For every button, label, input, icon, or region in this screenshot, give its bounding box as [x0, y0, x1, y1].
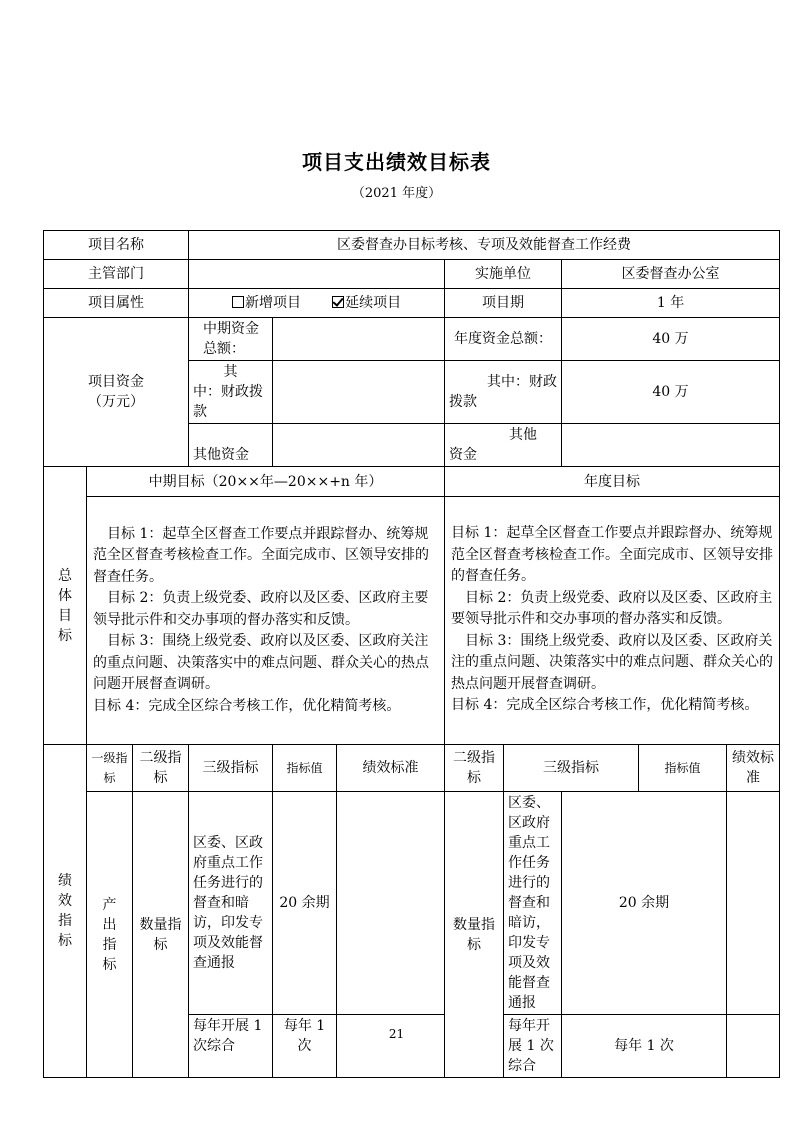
header-level3-annual: 三级指标 — [504, 745, 639, 792]
overall-goal-char: 目 — [58, 607, 72, 624]
mid-standard-row1 — [337, 792, 445, 1015]
indicator-label-char: 标 — [58, 933, 72, 949]
mid-l3-row1: 区委、区政府重点工作任务进行的督查和暗访，印发专项及效能督查通报 — [189, 792, 273, 1015]
header-level2-mid: 二级指标 — [133, 745, 189, 792]
funds-label-line2: （万元） — [88, 394, 145, 410]
indicator-label-char: 绩 — [58, 873, 72, 889]
annual-fiscal-label-2: 拨款 — [449, 394, 478, 410]
annual-other-label-1: 其他 — [509, 427, 538, 443]
output-indicator-char: 出 — [102, 916, 117, 933]
period-label: 项目期 — [445, 289, 562, 318]
mid-standard-row2 — [337, 1015, 445, 1078]
mid-l3-row2: 每年开展 1 次综合 — [189, 1015, 273, 1078]
header-level3-mid: 三级指标 — [189, 745, 273, 792]
attr-label: 项目属性 — [44, 289, 189, 318]
mid-value-row1: 20 余期 — [273, 792, 337, 1015]
annual-l3-row1: 区委、区政府重点工作任务进行的督查和暗访，印发专项及效能督查通报 — [504, 792, 562, 1015]
annual-goal-content — [445, 497, 780, 745]
indicator-label-char: 指 — [58, 913, 72, 929]
annual-value-row1: 20 余期 — [562, 792, 727, 1015]
annual-l3-row2: 每年开展 1 次综合 — [504, 1015, 562, 1078]
level2-mid-quantity: 数量指标 — [133, 792, 189, 1078]
funds-label-line1: 项目资金 — [88, 374, 145, 390]
annual-other-label-2: 资金 — [449, 447, 478, 463]
output-indicator-char: 标 — [102, 956, 117, 973]
mid-fiscal-value — [273, 361, 445, 424]
project-name-value: 区委督查办目标考核、专项及效能督查工作经费 — [189, 231, 780, 260]
project-name-label: 项目名称 — [44, 231, 189, 260]
mid-value-row2: 每年 1 次 — [273, 1015, 337, 1078]
overall-goal-char: 体 — [58, 587, 72, 604]
unchecked-checkbox-icon[interactable] — [232, 296, 244, 308]
annual-total-value: 40 万 — [562, 318, 780, 361]
overall-goal-char: 标 — [58, 627, 72, 644]
dept-label: 主管部门 — [44, 260, 189, 289]
mid-total-label: 中期资金总额： — [189, 318, 273, 361]
annual-fiscal-label-1: 其中：财政 — [487, 374, 558, 390]
checked-checkbox-icon[interactable] — [332, 296, 344, 308]
level2-annual-quantity: 数量指标 — [445, 792, 504, 1078]
header-level1: 一级指标 — [87, 745, 133, 792]
mid-other-value — [273, 424, 445, 467]
annual-fiscal-label — [445, 361, 562, 424]
overall-goal-label — [44, 467, 87, 745]
attr-continue-option[interactable] — [332, 295, 401, 311]
mid-fiscal-label — [189, 361, 273, 424]
output-indicator-char: 指 — [102, 936, 117, 953]
annual-goal-item: 目标 1：起草全区督查工作要点并跟踪督办、统筹规范全区督查考核检查工作。全面完成市、区领导安排的督查任务。 — [451, 525, 774, 584]
mid-goal-item: 目标 1：起草全区督查工作要点并跟踪督办、统筹规范全区督查考核检查工作。全面完成市、区领导安排的督查任务。 — [93, 525, 429, 585]
page-subtitle: （2021 年度） — [351, 186, 442, 201]
annual-fiscal-value: 40 万 — [562, 361, 780, 424]
annual-goal-header: 年度目标 — [445, 467, 780, 497]
attr-new-label: 新增项目 — [244, 295, 301, 311]
annual-standard-row1 — [727, 792, 780, 1015]
funds-label — [44, 318, 189, 467]
impl-unit-value: 区委督查办公室 — [562, 260, 780, 289]
period-value: 1 年 — [562, 289, 780, 318]
annual-other-label — [445, 424, 562, 467]
annual-value-row2: 每年 1 次 — [562, 1015, 727, 1078]
mid-goal-header: 中期目标（20××年—20××+n 年） — [87, 467, 445, 497]
dept-value — [189, 260, 445, 289]
mid-goal-content — [87, 497, 445, 745]
header-standard-annual: 绩效标准 — [727, 745, 780, 792]
header-value-mid: 指标值 — [273, 745, 337, 792]
annual-goal-item: 目标 2：负责上级党委、政府以及区委、区政府主要领导批示件和交办事项的督办落实和反馈。 — [451, 589, 773, 627]
header-value-annual: 指标值 — [639, 745, 727, 792]
impl-unit-label: 实施单位 — [445, 260, 562, 289]
header-standard-mid: 绩效标准 — [337, 745, 445, 792]
mid-goal-item: 目标 4：完成全区综合考核工作，优化精简考核。 — [93, 697, 401, 714]
annual-total-label: 年度资金总额： — [445, 318, 562, 361]
page-number: 21 — [388, 1027, 405, 1041]
mid-goal-item: 目标 3：围绕上级党委、政府以及区委、区政府关注的重点问题、决策落实中的难点问题、群众关心的热点问题开展督查调研。 — [93, 633, 429, 693]
mid-fiscal-label-1: 其 — [223, 364, 238, 380]
overall-goal-char: 总 — [58, 567, 72, 584]
attr-continue-label: 延续项目 — [345, 295, 402, 311]
mid-fiscal-label-2: 中：财政拨款 — [193, 384, 264, 420]
output-indicator-char: 产 — [102, 896, 117, 913]
performance-goal-table — [43, 230, 780, 1078]
mid-total-value — [273, 318, 445, 361]
indicator-label-char: 效 — [58, 893, 72, 909]
mid-other-label: 其他资金 — [189, 424, 273, 467]
annual-other-value — [562, 424, 780, 467]
header-level2-annual: 二级指标 — [445, 745, 504, 792]
annual-standard-row2 — [727, 1015, 780, 1078]
mid-goal-item: 目标 2：负责上级党委、政府以及区委、区政府主要领导批示件和交办事项的督办落实和反馈。 — [93, 590, 429, 628]
attr-new-option[interactable] — [232, 295, 301, 311]
attr-options — [189, 289, 445, 318]
annual-goal-item: 目标 3：围绕上级党委、政府以及区委、区政府关注的重点问题、决策落实中的难点问题、群众关心的热点问题开展督查调研。 — [451, 632, 774, 692]
annual-goal-item: 目标 4：完成全区综合考核工作，优化精简考核。 — [451, 697, 759, 713]
page-title: 项目支出绩效目标表 — [302, 150, 491, 174]
